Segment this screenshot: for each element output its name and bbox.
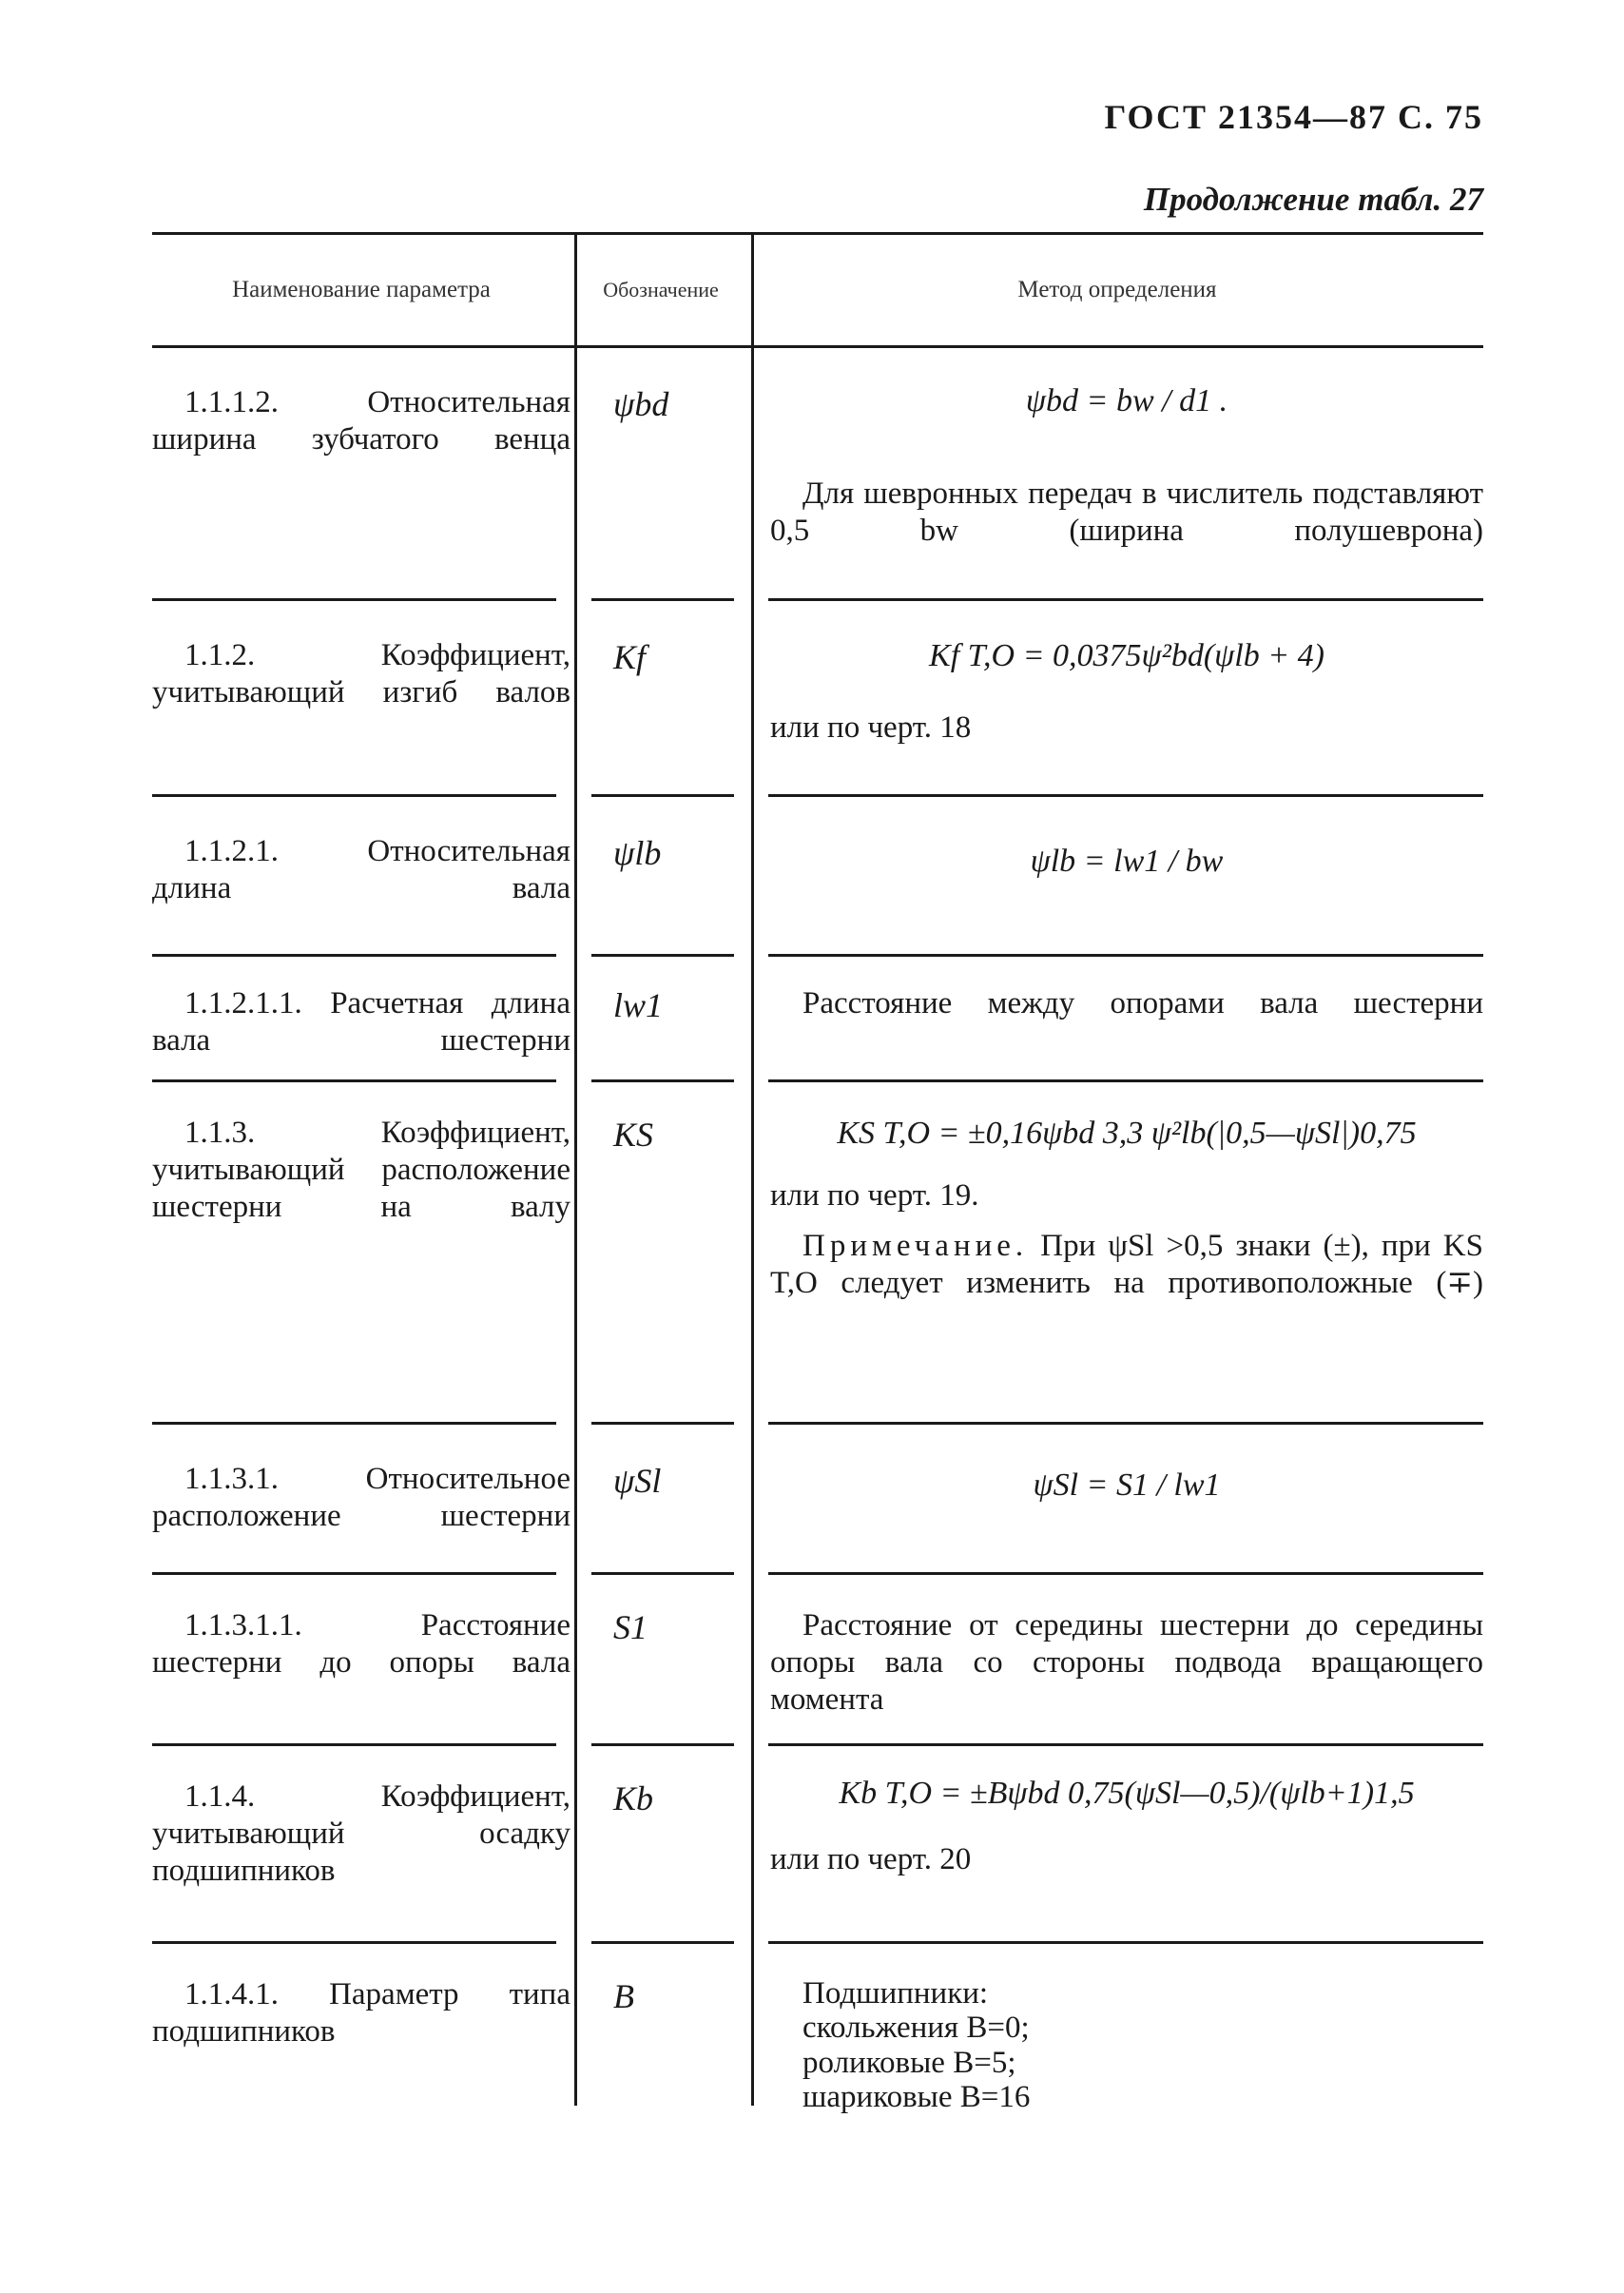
method-text: или по черт. 20 bbox=[770, 1842, 972, 1877]
table-row bbox=[152, 1944, 1483, 2125]
table-continuation-caption: Продолжение табл. 27 bbox=[1143, 181, 1483, 218]
table-row bbox=[152, 1575, 1483, 1746]
table-row bbox=[152, 957, 1483, 1082]
column-header-symbol: Обозначение bbox=[603, 278, 719, 302]
method-text: или по черт. 19. bbox=[770, 1178, 979, 1214]
note-label: Примечание. bbox=[802, 1229, 1029, 1264]
param-name: 1.1.2.1. Относительная длина вала bbox=[152, 834, 570, 905]
method-text: Расстояние от середины шестерни до середины опоры вала со стороны подвода вращающего момента bbox=[770, 1608, 1483, 1717]
list-item: роликовые B=5; bbox=[802, 2045, 1016, 2080]
param-name: 1.1.4. Коэффициент, учитывающий осадку подшипников bbox=[152, 1779, 570, 1888]
param-name: 1.1.2.1.1. Расчетная длина вала шестерни bbox=[152, 986, 570, 1058]
method-formula: ψlb = lw1 / bw bbox=[1030, 844, 1224, 879]
method-text: Для шевронных передач в числитель подставляют 0,5 bw (ширина полушеврона) bbox=[770, 476, 1483, 549]
param-name: 1.1.4.1. Параметр типа подшипников bbox=[152, 1977, 570, 2049]
column-header-name: Наименование параметра bbox=[232, 277, 491, 302]
method-formula: ψSl = S1 / lw1 bbox=[1033, 1467, 1221, 1503]
method-formula: ψbd = bw / d1 . bbox=[1025, 383, 1228, 418]
method-text: Подшипники: bbox=[802, 1976, 989, 2011]
param-symbol: Kb bbox=[613, 1779, 654, 1817]
param-name: 1.1.2. Коэффициент, учитывающий изгиб валов bbox=[152, 638, 570, 709]
method-formula: KS T,O = ±0,16ψbd 3,3 ψ²lb(|0,5—ψSl|)0,75 bbox=[837, 1116, 1417, 1151]
method-formula: Kb T,O = ±Bψbd 0,75(ψSl—0,5)/(ψlb+1)1,5 bbox=[839, 1776, 1415, 1811]
param-name: 1.1.3. Коэффициент, учитывающий расположение шестерни на валу bbox=[152, 1116, 570, 1224]
param-symbol: B bbox=[613, 1977, 634, 2015]
param-symbol: KS bbox=[613, 1116, 654, 1154]
note-text: При ψSl >0,5 знаки (±), при KS T,O следует изменить на противоположные (∓) bbox=[770, 1229, 1483, 1300]
param-symbol: Kf bbox=[613, 638, 647, 676]
param-name: 1.1.3.1. Относительное расположение шестерни bbox=[152, 1462, 570, 1533]
method-text: Расстояние между опорами вала шестерни bbox=[802, 986, 1483, 1020]
param-symbol: S1 bbox=[613, 1608, 648, 1646]
method-text: или по черт. 18 bbox=[770, 710, 972, 746]
column-header-method: Метод определения bbox=[1017, 277, 1217, 302]
param-symbol: ψSl bbox=[613, 1462, 662, 1500]
table-row bbox=[152, 797, 1483, 957]
param-symbol: lw1 bbox=[613, 986, 664, 1024]
table-row bbox=[152, 348, 1483, 601]
param-name: 1.1.3.1.1. Расстояние шестерни до опоры вала bbox=[152, 1608, 570, 1680]
list-item: шариковые B=16 bbox=[802, 2079, 1031, 2114]
param-symbol: ψlb bbox=[613, 834, 662, 872]
page-header: ГОСТ 21354—87 С. 75 bbox=[1104, 98, 1483, 136]
param-symbol: ψbd bbox=[613, 385, 669, 423]
table-row bbox=[152, 1082, 1483, 1425]
param-name: 1.1.1.2. Относительная ширина зубчатого венца bbox=[152, 385, 570, 457]
table-row bbox=[152, 601, 1483, 797]
list-item: скольжения B=0; bbox=[802, 2011, 1030, 2046]
table-header-row bbox=[152, 235, 1483, 345]
method-formula: Kf T,O = 0,0375ψ²bd(ψlb + 4) bbox=[929, 638, 1324, 673]
table-row bbox=[152, 1425, 1483, 1575]
parameter-table bbox=[152, 232, 1483, 2125]
table-row bbox=[152, 1746, 1483, 1944]
